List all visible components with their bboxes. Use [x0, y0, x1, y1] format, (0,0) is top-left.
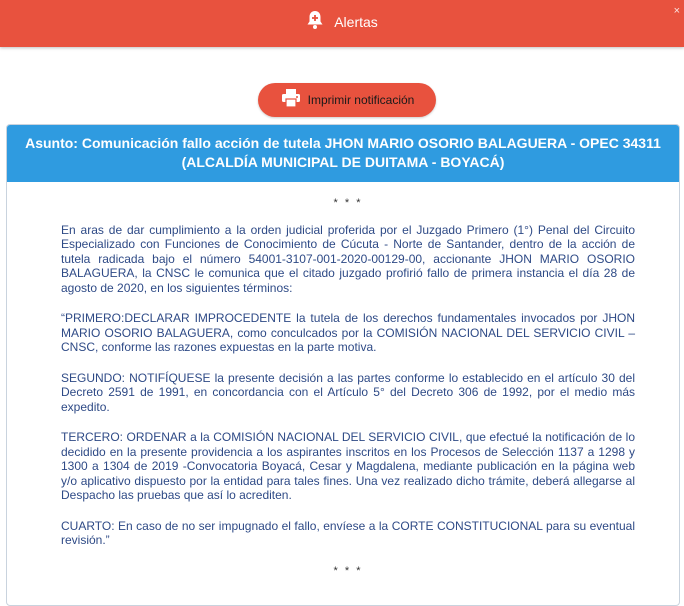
notification-paragraph: CUARTO: En caso de no ser impugnado el fallo, envíese a la CORTE CONSTITUCIONAL para su eventual revisión.” [61, 518, 635, 547]
notification-paragraph: TERCERO: ORDENAR a la COMISIÓN NACIONAL DEL SERVICIO CIVIL, que efectué la notificación de lo decidido en la presente providencia a los aspirantes inscritos en los Procesos de Selección 1137 a 1298 y 1300 a 1304 de 2019 -Convocatoria Boyacá, Cesar y Magdalena, mediante publicación en la página web y/o aplicativo dispuesto por la entidad para tales fines. Una vez realizado dicho trámite, deberá allegarse al Despacho las pruebas que así lo acrediten. [61, 430, 635, 502]
print-notification-label: Imprimir notificación [307, 93, 415, 107]
alert-bell-icon [306, 10, 324, 35]
notification-paragraph: En aras de dar cumplimiento a la orden judicial proferida por el Juzgado Primero (1°) Penal del Circuito Especializado con Funciones de Conocimiento de Cúcuta - Norte de Santander, dentro de la acción de tutela radicada bajo el número 54001-3107-001-2020-00129-00, accionante JHON MARIO OSORIO BALAGUERA, la CNSC le comunica que el citado juzgado profirió fallo de primera instancia el día 28 de agosto de 2020, en los siguientes términos: [61, 222, 635, 295]
header-title-group [306, 10, 378, 35]
close-icon[interactable]: × [673, 5, 680, 17]
notification-subject: Asunto: Comunicación fallo acción de tutela JHON MARIO OSORIO BALAGUERA - OPEC 34311 (ALCALDÍA MUNICIPAL DE DUITAMA - BOYACÁ) [7, 125, 679, 182]
printer-icon [280, 88, 302, 113]
separator-bottom: * * * [333, 564, 363, 577]
alerts-header [0, 0, 684, 47]
notification-paragraph: SEGUNDO: NOTIFÍQUESE la presente decisión a las partes conforme lo establecido en el artículo 30 del Decreto 2591 de 1991, en concordancia con el Artículo 5° del Decreto 306 de 1992, por el medio más expedito. [61, 370, 635, 414]
notification-paragraph: “PRIMERO:DECLARAR IMPROCEDENTE la tutela de los derechos fundamentales invocados por JHON MARIO OSORIO BALAGUERA, como conculcados por la COMISIÓN NACIONAL DEL SERVICIO CIVIL – CNSC, conforme las razones expuestas en la parte motiva. [61, 311, 635, 354]
notification-body [7, 182, 679, 578]
header-title: Alertas [334, 14, 378, 30]
separator-top: * * * [333, 197, 363, 209]
print-notification-button[interactable] [258, 83, 436, 117]
notification-panel [6, 124, 680, 606]
